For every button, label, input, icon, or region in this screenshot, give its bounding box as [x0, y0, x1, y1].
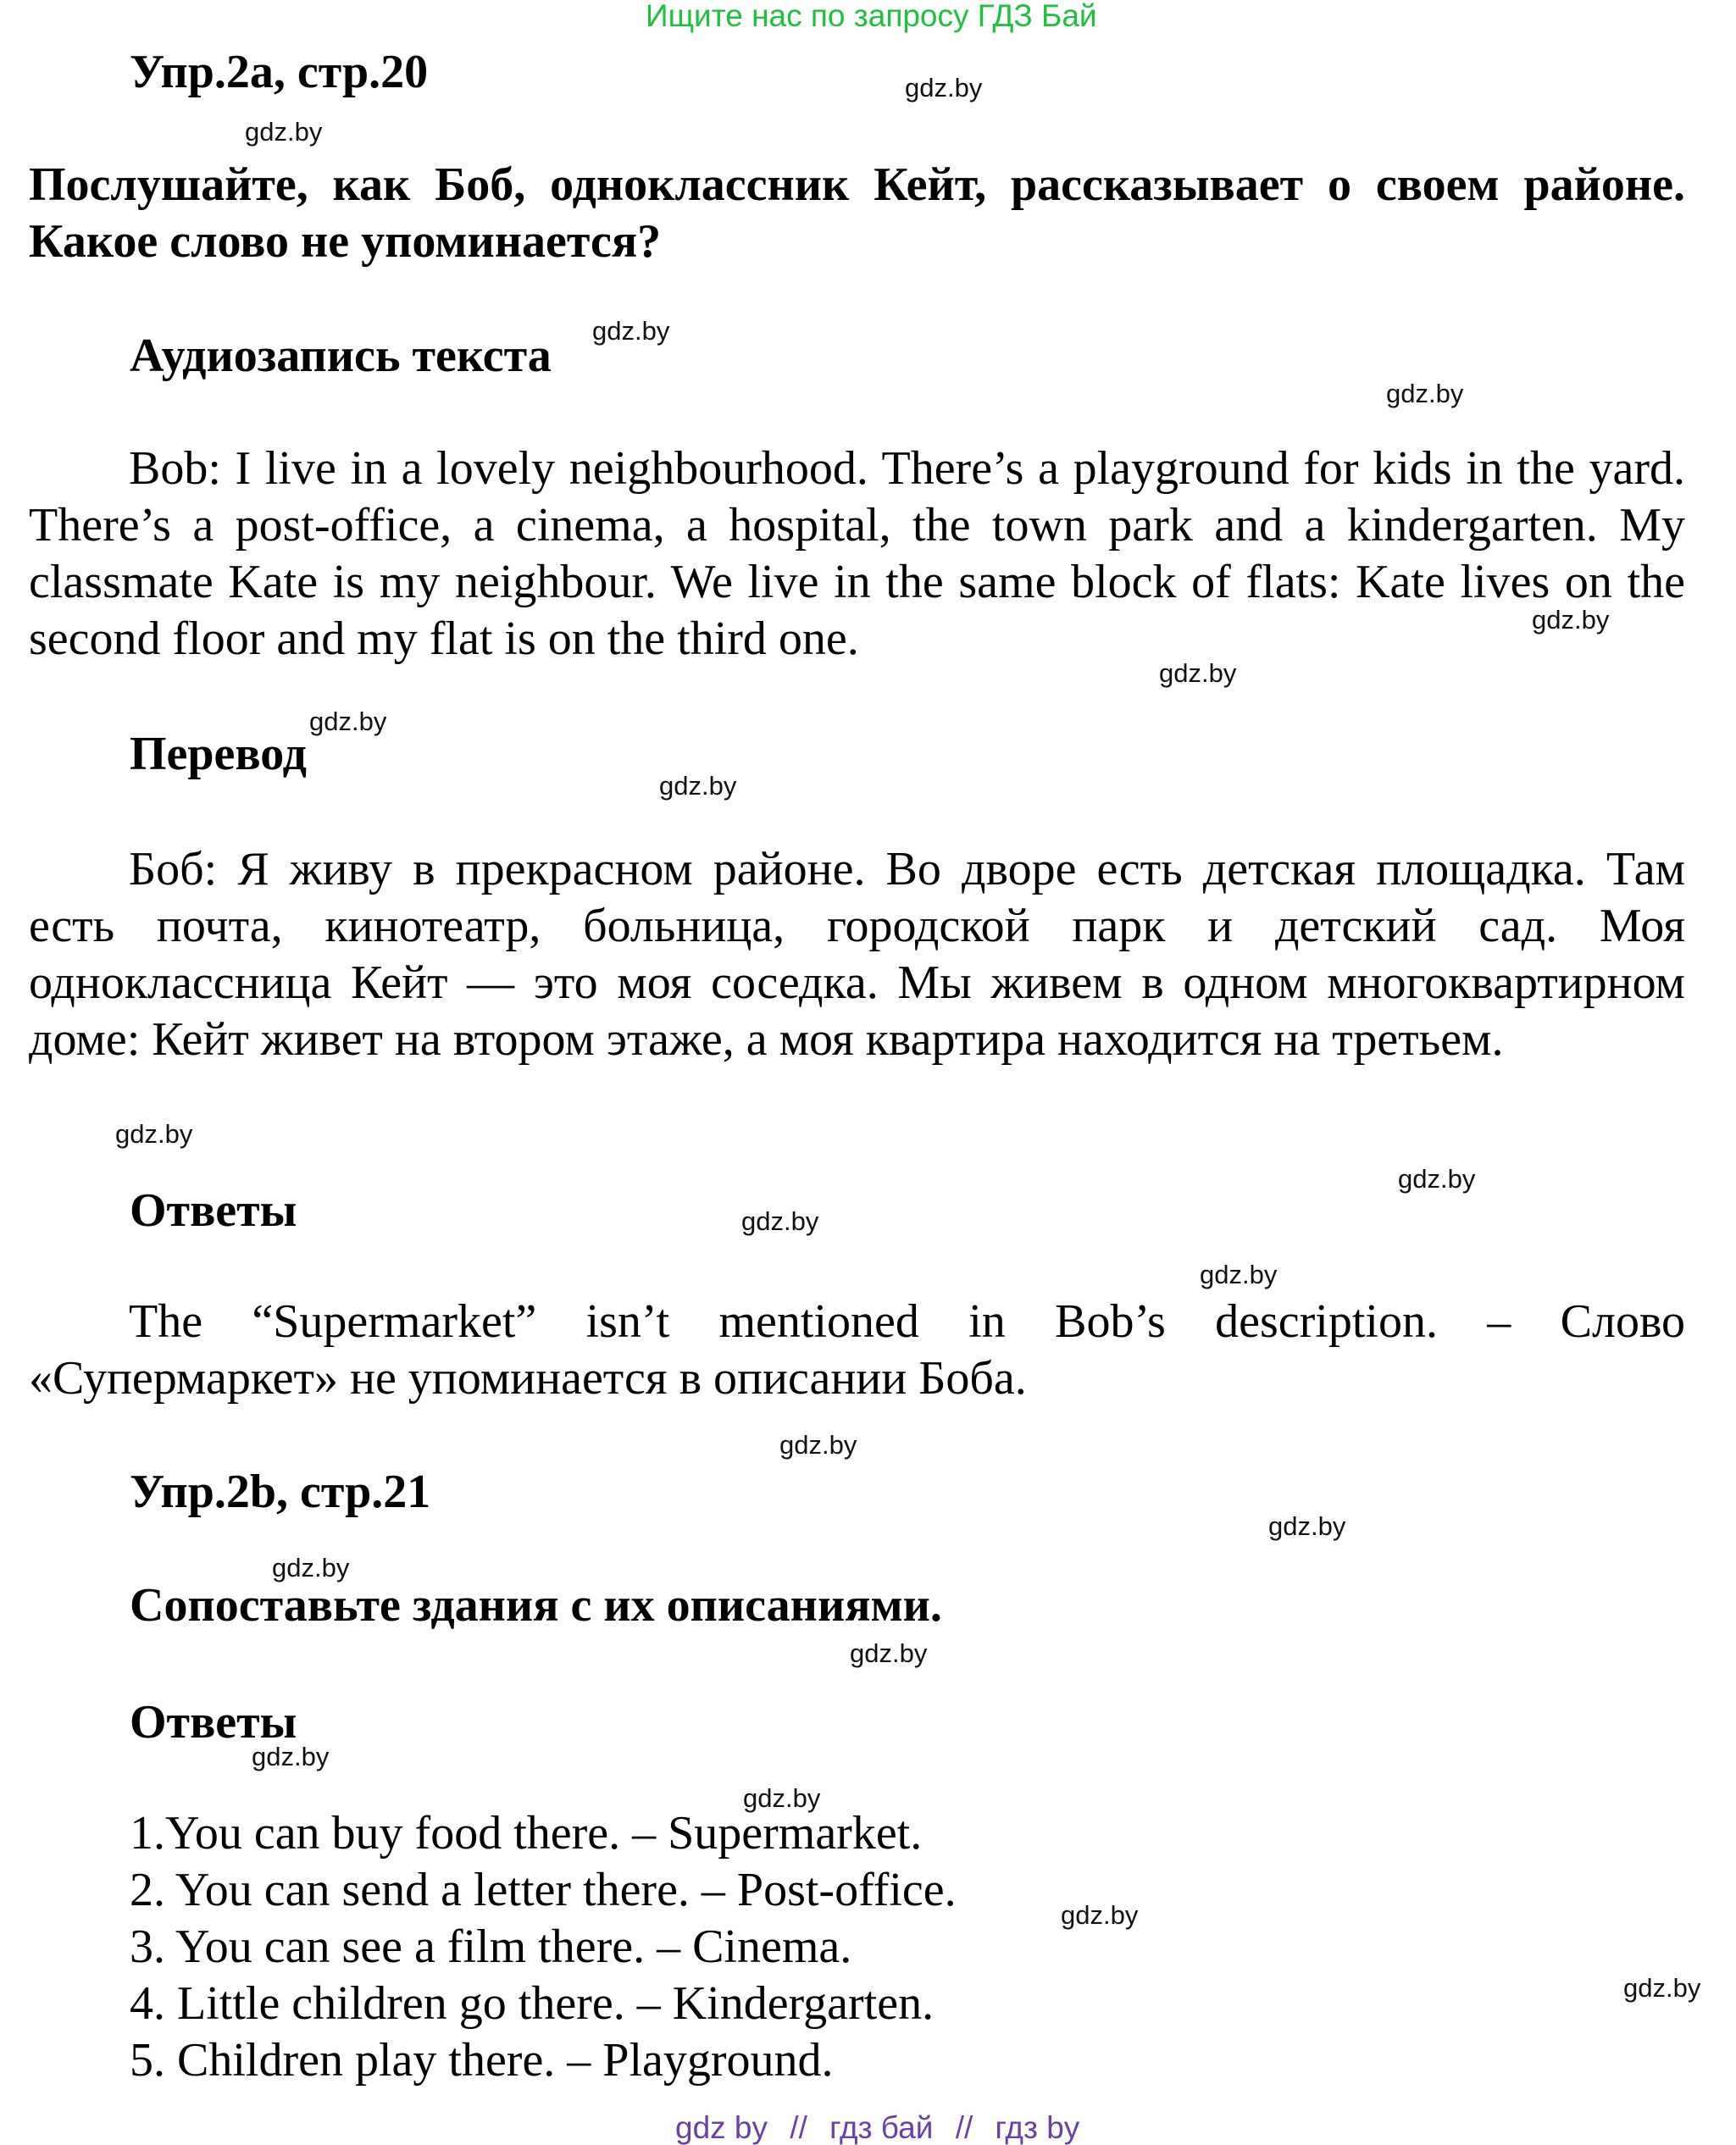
list-item: 3. You can see a film there. – Cinema. [130, 1921, 852, 1973]
list-item: 2. You can send a letter there. – Post-office. [130, 1864, 957, 1916]
translation-text: Боб: Я живу в прекрасном районе. Во дворе есть детская площадка. Там есть почта, кинотеатр, больница, городской парк и детский сад. Моя одноклассница Кейт — это моя соседка. Мы живем в одном многоквартирном доме: Кейт живет на втором этаже, а моя квартира находится на третьем. [29, 843, 1685, 1066]
footer-links [675, 2112, 1079, 2143]
watermark: gdz.by [1386, 379, 1464, 408]
watermark: gdz.by [1398, 1164, 1476, 1194]
exercise-2a-title: Упр.2a, стр.20 [130, 46, 429, 98]
watermark: gdz.by [743, 1783, 821, 1813]
watermark: gdz.by [1532, 605, 1610, 635]
answers-heading-2b: Ответы [130, 1696, 297, 1749]
watermark: gdz.by [1200, 1260, 1278, 1289]
watermark: gdz.by [592, 316, 670, 346]
footer-link-gdz-bai[interactable]: гдз бай [829, 2110, 934, 2145]
audio-transcript: Bob: I live in a lovely neighbourhood. There’s a playground for kids in the yard. There’s a post-office, a cinema, a hospital, the town park and a kindergarten. My classmate Kate is my neighbour. We live in the same block of flats: Kate lives on the second floor and my flat is on the third one. [29, 442, 1685, 665]
watermark: gdz.by [272, 1553, 350, 1582]
exercise-2b-task: Сопоставьте здания с их описаниями. [130, 1579, 942, 1632]
list-item: 1.You can buy food there. – Supermarket. [130, 1807, 923, 1860]
audio-heading: Аудиозапись текста [130, 330, 552, 382]
watermark: gdz.by [1159, 658, 1237, 688]
watermark: gdz.by [245, 117, 323, 147]
answers-list-2b [130, 1805, 957, 2089]
answer-2a-text: The “Supermarket” isn’t mentioned in Bob’s description. – Слово «Супермаркет» не упоминается в описании Боба. [29, 1295, 1685, 1405]
exercise-2b-title: Упр.2b, стр.21 [130, 1466, 431, 1518]
watermark: gdz.by [850, 1638, 928, 1668]
footer-link-gdz-by-ru[interactable]: гдз by [995, 2110, 1080, 2145]
list-item: 5. Children play there. – Playground. [130, 2034, 834, 2087]
footer-separator: // [790, 2110, 807, 2145]
watermark: gdz.by [252, 1742, 330, 1771]
watermark: gdz.by [1623, 1973, 1701, 2003]
watermark: gdz.by [309, 707, 387, 736]
answers-heading-2a: Ответы [130, 1184, 297, 1237]
exercise-2a-task: Послушайте, как Боб, одноклассник Кейт, рассказывает о своем районе. Какое слово не упоминается? [29, 158, 1685, 268]
watermark: gdz.by [1061, 1900, 1139, 1930]
top-search-banner[interactable]: Ищите нас по запросу ГДЗ Бай [646, 0, 1097, 33]
watermark: gdz.by [905, 73, 983, 103]
watermark: gdz.by [779, 1430, 857, 1460]
watermark: gdz.by [115, 1119, 193, 1149]
watermark: gdz.by [741, 1206, 819, 1236]
watermark: gdz.by [659, 771, 737, 801]
footer-separator: // [955, 2110, 973, 2145]
footer-link-gdz-by[interactable]: gdz by [675, 2110, 768, 2145]
list-item: 4. Little children go there. – Kindergarten. [130, 1977, 935, 2030]
watermark: gdz.by [1268, 1511, 1346, 1541]
translation-heading: Перевод [130, 728, 307, 780]
